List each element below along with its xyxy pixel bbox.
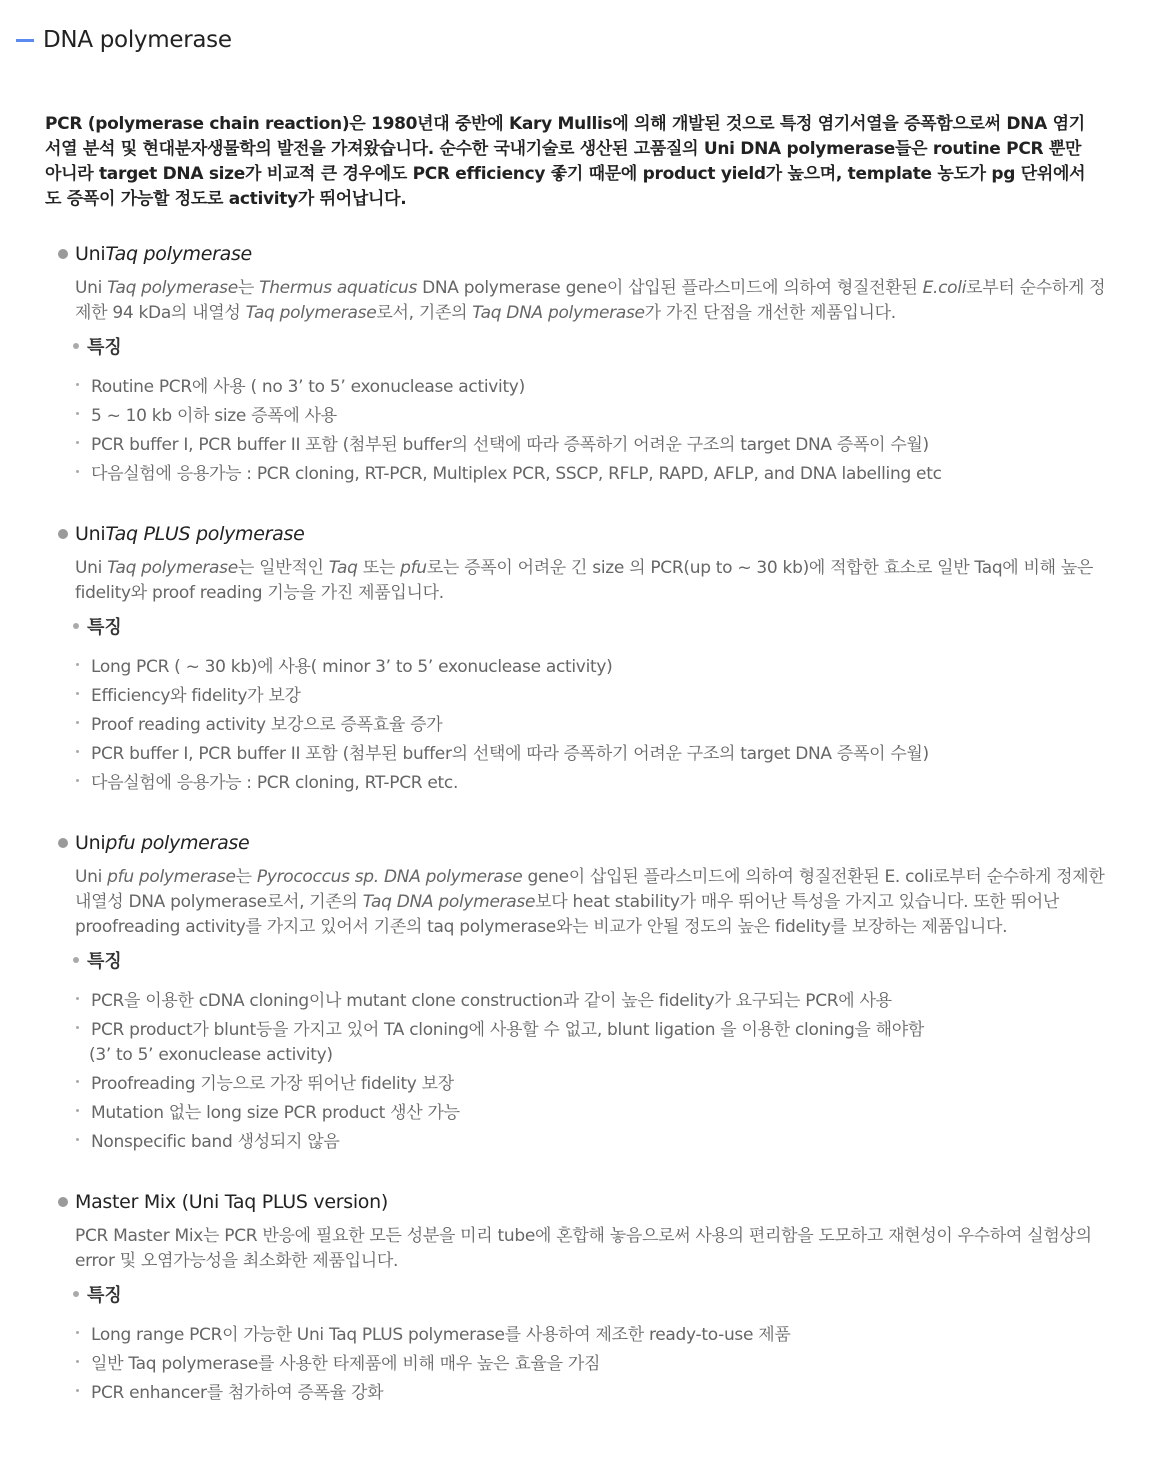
- list-item: Proofreading 기능으로 가장 뛰어난 fidelity 보장: [76, 1067, 1118, 1096]
- desc-run: Taq polymerase: [245, 303, 377, 323]
- page-title: DNA polymerase: [43, 27, 232, 53]
- section-uni-taq: [58, 240, 1118, 486]
- intro-paragraph: PCR (polymerase chain reaction)은 1980년대 중반에 Kary Mullis에 의해 개발된 것으로 특정 염기서열을 증폭함으로써 DNA 염기서열 분석 및 현대분자생물학의 발전을 가져왔습니다. 순수한 국내기술로 생산된 고품질의 Uni DNA polymerase들은 routine PCR 뿐만 아니라 target DNA size가 비교적 큰 경우에도 PCR efficiency 좋기 때문에 product yield가 높으며, template 농도가 pg 단위에서도 증폭이 가능할 정도로 activity가 뛰어납니다.: [45, 114, 1086, 209]
- desc-run: Uni: [75, 558, 108, 578]
- list-item: PCR을 이용한 cDNA cloning이나 mutant clone construction과 같이 높은 fidelity가 요구되는 PCR에 사용: [76, 984, 1118, 1013]
- desc-run: Taq DNA polymerase: [472, 303, 645, 323]
- header-accent-bar: [16, 39, 34, 42]
- list-item: PCR buffer I, PCR buffer II 포함 (첨부된 buffer의 선택에 따라 증폭하기 어려운 구조의 target DNA 증폭이 수월): [76, 428, 1118, 457]
- desc-run: Taq DNA polymerase: [362, 892, 536, 912]
- desc-run: E.coli: [922, 278, 967, 298]
- bullet-icon: [76, 663, 79, 666]
- desc-run: Taq polymerase: [107, 278, 238, 298]
- desc-run: 가 가진 단점을 개선한 제품입니다.: [644, 303, 896, 323]
- desc-run: Taq: [328, 558, 358, 578]
- bullet-icon: [76, 383, 79, 386]
- desc-run: 로는 증폭이 어려운 긴 size 의 PCR(up to ~ 30 kb)에 적합한 효소로 일반 Taq에 비해 높은 fidelity와 proof reading 기능을 가진 제품입니다.: [75, 558, 1094, 603]
- desc-run: 는: [237, 278, 260, 298]
- bullet-icon: [58, 529, 68, 539]
- desc-run: 또는: [357, 558, 401, 578]
- feature-heading: 특징: [73, 332, 1118, 360]
- section-uni-taq-plus: [58, 520, 1118, 795]
- desc-run: Pyrococcus sp. DNA polymerase: [256, 867, 523, 887]
- list-item: Long range PCR이 가능한 Uni Taq PLUS polymerase를 사용하여 제조한 ready-to-use 제품: [76, 1318, 1118, 1347]
- bullet-icon: [76, 692, 79, 695]
- feature-heading: 특징: [73, 612, 1118, 640]
- bullet-icon: [58, 249, 68, 259]
- bullet-icon: [76, 470, 79, 473]
- desc-run: DNA polymerase gene이 삽입된 플라스미드에 의하여 형질전환된: [417, 278, 923, 298]
- bullet-icon: [73, 623, 79, 629]
- bullet-icon: [76, 1331, 79, 1334]
- bullet-icon: [73, 957, 79, 963]
- desc-run: 로부터 순수하게 정제한 94 kDa의 내열성: [75, 278, 1106, 323]
- section-description: [75, 1224, 1115, 1274]
- bullet-icon: [76, 779, 79, 782]
- desc-run: Uni: [75, 278, 108, 298]
- feature-heading: 특징: [73, 1280, 1118, 1308]
- list-item: 다음실험에 응용가능 : PCR cloning, RT-PCR, Multiplex PCR, SSCP, RFLP, RAPD, AFLP, and DNA labelling etc: [76, 457, 1118, 486]
- section-title: Uni Taq polymerase: [58, 240, 1118, 268]
- bullet-icon: [58, 838, 68, 848]
- desc-run: Thermus aquaticus: [259, 278, 417, 298]
- bullet-icon: [76, 997, 79, 1000]
- bullet-icon: [76, 441, 79, 444]
- section-title: Master Mix (Uni Taq PLUS version): [58, 1188, 1118, 1216]
- bullet-icon: [73, 1291, 79, 1297]
- list-item: Proof reading activity 보강으로 증폭효율 증가: [76, 708, 1118, 737]
- list-item: 다음실험에 응용가능 : PCR cloning, RT-PCR etc.: [76, 766, 1118, 795]
- bullet-icon: [58, 1197, 68, 1207]
- section-description: [75, 865, 1115, 940]
- list-item: PCR buffer I, PCR buffer II 포함 (첨부된 buffer의 선택에 따라 증폭하기 어려운 구조의 target DNA 증폭이 수월): [76, 737, 1118, 766]
- list-item: PCR product가 blunt등을 가지고 있어 TA cloning에 사용할 수 없고, blunt ligation 을 이용한 cloning을 해야함: [76, 1013, 1118, 1042]
- list-item-continuation: (3’ to 5’ exonuclease activity): [89, 1044, 333, 1065]
- bullet-icon: [76, 1389, 79, 1392]
- desc-run: 는 일반적인: [237, 558, 329, 578]
- section-title: Uni Taq PLUS polymerase: [58, 520, 1118, 548]
- section-uni-pfu: [58, 829, 1118, 1154]
- desc-run: pfu: [400, 558, 427, 578]
- list-item: Efficiency와 fidelity가 보강: [76, 679, 1118, 708]
- desc-run: gene이 삽입된 플라스미드에 의하여 형질전환된 E. coli로부터 순수하게 정제한 내열성 DNA polymerase로서, 기존의: [75, 867, 1105, 912]
- desc-run: Taq polymerase: [107, 558, 238, 578]
- list-item: Long PCR ( ~ 30 kb)에 사용( minor 3’ to 5’ exonuclease activity): [76, 650, 1118, 679]
- list-item: Mutation 없는 long size PCR product 생산 가능: [76, 1096, 1118, 1125]
- list-item: Routine PCR에 사용 ( no 3’ to 5’ exonuclease activity): [76, 370, 1118, 399]
- bullet-icon: [76, 750, 79, 753]
- section-master-mix: [58, 1188, 1118, 1405]
- bullet-icon: [73, 343, 79, 349]
- desc-run: Uni: [75, 867, 108, 887]
- desc-run: 는: [235, 867, 257, 887]
- bullet-icon: [76, 1080, 79, 1083]
- list-item: 일반 Taq polymerase를 사용한 타제품에 비해 매우 높은 효율을 가짐: [76, 1347, 1118, 1376]
- bullet-icon: [76, 1360, 79, 1363]
- page-header: [16, 24, 232, 56]
- list-item: Nonspecific band 생성되지 않음: [76, 1125, 1118, 1154]
- desc-run: PCR Master Mix는 PCR 반응에 필요한 모든 성분을 미리 tube에 혼합해 놓음으로써 사용의 편리함을 도모하고 재현성이 우수하여 실험상의 error 및 오염가능성을 최소화한 제품입니다.: [75, 1226, 1092, 1271]
- list-item: 5 ~ 10 kb 이하 size 증폭에 사용: [76, 399, 1118, 428]
- feature-heading: 특징: [73, 946, 1118, 974]
- desc-run: 보다 heat stability가 매우 뛰어난 특성을 가지고 있습니다. 또한 뛰어난 proofreading activity를 가지고 있어서 기존의 taq polymerase와는 비교가 안될 정도의 높은 fidelity를 보장하는 제품입니다.: [75, 892, 1060, 937]
- section-title: Uni pfu polymerase: [58, 829, 1118, 857]
- bullet-icon: [76, 721, 79, 724]
- bullet-icon: [76, 412, 79, 415]
- section-description: [75, 276, 1115, 326]
- desc-run: 로서, 기존의: [376, 303, 473, 323]
- bullet-icon: [76, 1138, 79, 1141]
- feature-list: [76, 1318, 1118, 1405]
- desc-run: pfu polymerase: [107, 867, 236, 887]
- bullet-icon: [76, 1026, 79, 1029]
- list-item: PCR enhancer를 첨가하여 증폭율 강화: [76, 1376, 1118, 1405]
- section-description: [75, 556, 1115, 606]
- feature-list: [76, 984, 1118, 1154]
- feature-list: [76, 370, 1118, 486]
- bullet-icon: [76, 1109, 79, 1112]
- feature-list: [76, 650, 1118, 795]
